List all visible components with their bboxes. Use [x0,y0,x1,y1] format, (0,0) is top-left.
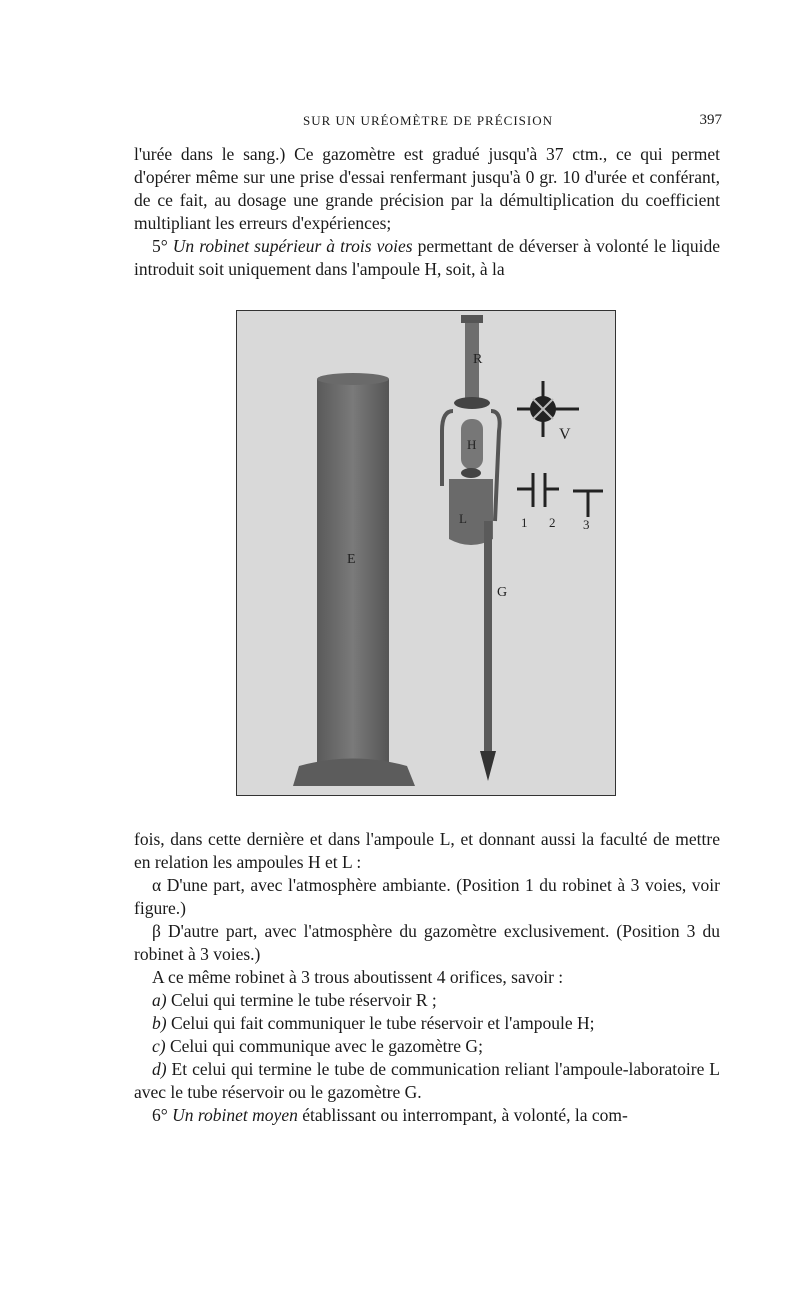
paragraph-text: permettant de déverser à volonté le liquide introduit soit uniquement dans l'ampoule H, soit, à la [134,236,720,279]
item-text: Et celui qui termine le tube de communication reliant l'ampoule-laboratoire L avec le tube réservoir ou le gazomètre G. [134,1059,720,1102]
position-symbol-3 [573,491,603,517]
list-item [134,1012,720,1035]
page-number: 397 [699,112,722,128]
paragraph-robinet-moyen [134,1104,720,1127]
item-letter: d) [152,1059,167,1079]
item-letter: b) [152,1013,167,1033]
label-position-2: 2 [549,515,556,530]
paragraph-beta: β D'autre part, avec l'atmosphère du gazomètre exclusivement. (Position 3 du robinet à 3 voies.) [134,921,720,964]
apparatus-figure [236,310,616,796]
item-text: Celui qui communique avec le gazomètre G; [169,1036,483,1056]
item-letter: a) [152,990,167,1010]
middle-stopcock [461,468,481,478]
italic-term: Un robinet moyen [172,1105,298,1125]
label-h: H [467,437,477,452]
cylinder-e [293,373,415,786]
paragraph-text: établissant ou interrompant, à volonté, la com- [302,1105,628,1125]
list-item [134,989,720,1012]
paragraph-orifices: A ce même robinet à 3 trous aboutissent 4 orifices, savoir : [152,967,564,987]
label-e: E [347,552,356,567]
paragraph-ampoules: fois, dans cette dernière et dans l'ampoule L, et donnant aussi la faculté de mettre en relation les ampoules H et L : [134,829,720,872]
label-l: L [459,511,467,526]
italic-term: Un robinet supérieur à trois voies [172,236,413,256]
label-g: G [497,585,508,600]
item-number: 6° [152,1105,168,1125]
item-letter: c) [152,1036,166,1056]
paragraph-alpha: α D'une part, avec l'atmosphère ambiante. (Position 1 du robinet à 3 voies, voir figure.) [134,875,720,918]
running-title: SUR UN URÉOMÈTRE DE PRÉCISION [302,113,553,128]
label-position-1: 1 [521,515,528,530]
gazometer-g [480,521,496,781]
position-symbol-1 [517,473,533,507]
paragraph-robinet-superieur [134,235,720,281]
page-header [134,110,722,134]
list-item [134,1058,720,1104]
list-item [134,1035,720,1058]
paragraph-gazometre: l'urée dans le sang.) Ce gazomètre est gradué jusqu'à 37 ctm., ce qui permet d'opérer même sur une prise d'essai renfermant jusqu'à 0 gr. 10 d'urée et conférant, de ce fait, au dosage une grande précision par la démultiplication du coefficient multipliant les erreurs d'expériences; [134,144,720,233]
item-text: Celui qui fait communiquer le tube réservoir et l'ampoule H; [170,1013,595,1033]
apparatus-illustration [237,311,616,796]
item-text: Celui qui termine le tube réservoir R ; [170,990,437,1010]
label-position-3: 3 [583,517,590,532]
item-number: 5° [152,236,168,256]
position-symbol-2 [545,473,559,507]
label-v: V [559,426,571,443]
label-r: R [473,352,483,367]
